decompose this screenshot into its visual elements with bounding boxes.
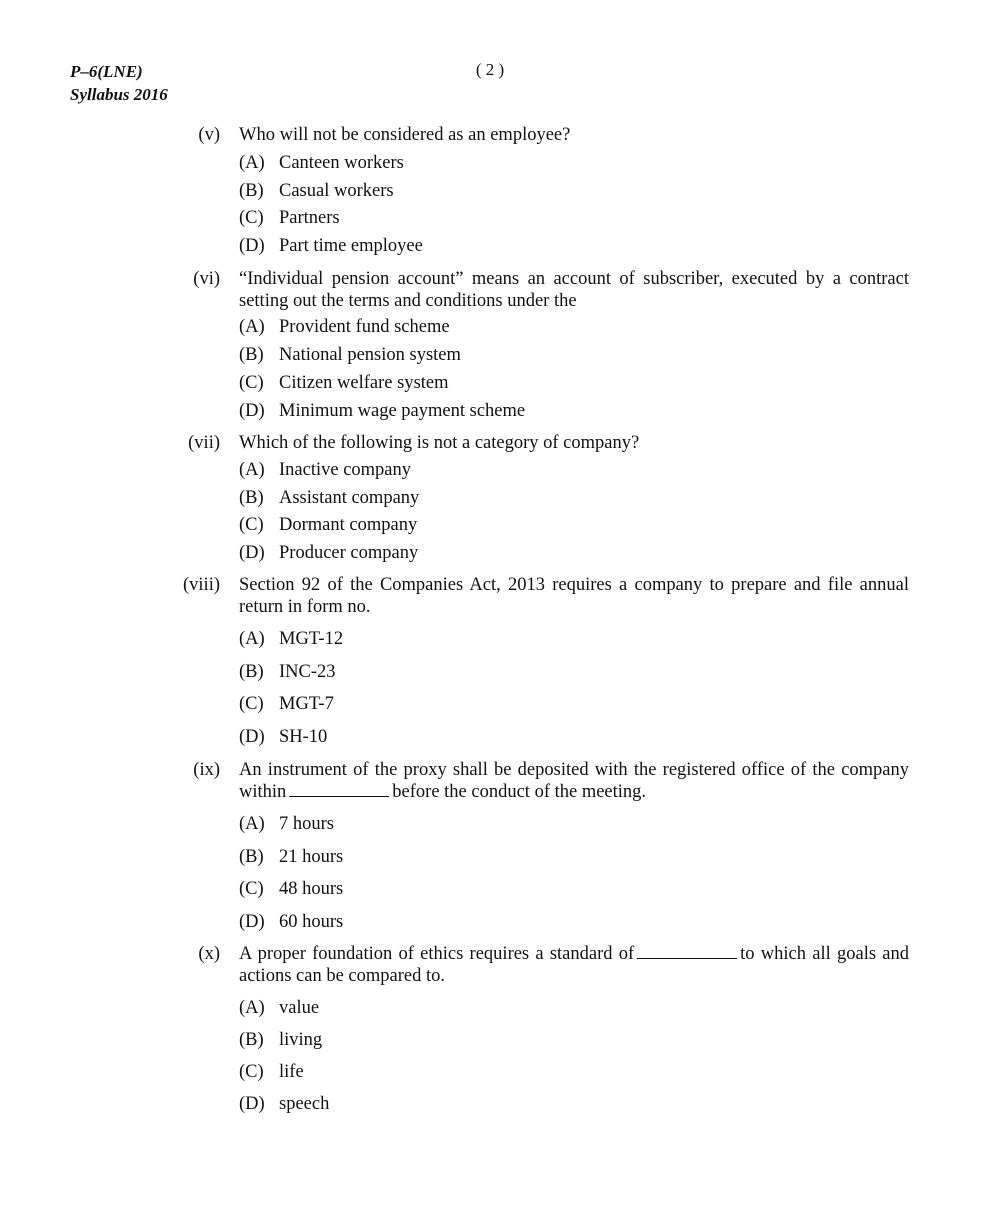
question-text-line1: An instrument of the proxy shall be deposited with the registered office of the (239, 760, 835, 780)
question-number: (x) (198, 944, 220, 964)
option-label: (C) (239, 1062, 264, 1082)
option-label: (D) (239, 727, 265, 747)
option-text: Producer company (279, 543, 419, 563)
option-label: (D) (239, 912, 265, 932)
option-label: (B) (239, 488, 264, 508)
option-c[interactable] (239, 514, 417, 536)
option-a[interactable] (239, 628, 343, 650)
option-b[interactable] (239, 846, 343, 868)
option-label: (A) (239, 153, 265, 173)
option-text: Casual workers (279, 181, 394, 201)
option-label: (D) (239, 236, 265, 256)
question-text (239, 759, 909, 803)
option-text: Provident fund scheme (279, 317, 450, 337)
option-text: speech (279, 1094, 330, 1114)
question-number: (viii) (183, 575, 220, 595)
option-text: living (279, 1030, 323, 1050)
option-d[interactable] (239, 542, 418, 564)
option-text: Dormant company (279, 515, 418, 535)
option-c[interactable] (239, 878, 343, 900)
option-d[interactable] (239, 235, 423, 257)
option-label: (C) (239, 694, 264, 714)
option-text: 7 hours (279, 814, 334, 834)
option-text: MGT-12 (279, 629, 344, 649)
question-text-before-blank: company within (239, 760, 910, 802)
option-text: Minimum wage payment scheme (279, 401, 526, 421)
syllabus-label: Syllabus 2016 (70, 85, 168, 104)
option-label: (C) (239, 208, 264, 228)
option-text: 60 hours (279, 912, 344, 932)
option-a[interactable] (239, 316, 450, 338)
option-a[interactable] (239, 997, 319, 1019)
option-label: (B) (239, 662, 264, 682)
option-text: National pension system (279, 345, 461, 365)
option-c[interactable] (239, 207, 340, 229)
option-label: (B) (239, 181, 264, 201)
option-text: 21 hours (279, 847, 344, 867)
question-number: (vi) (193, 269, 220, 289)
paper-code: P–6(LNE) (70, 62, 143, 81)
option-label: (C) (239, 515, 264, 535)
option-b[interactable] (239, 487, 419, 509)
option-text: MGT-7 (279, 694, 334, 714)
option-text: Citizen welfare system (279, 373, 449, 393)
option-label: (C) (239, 879, 264, 899)
question-text-after-blank: before the conduct of the meeting. (392, 782, 647, 802)
question-text: Who will not be considered as an employee? (239, 125, 571, 145)
option-d[interactable] (239, 1093, 329, 1115)
option-a[interactable] (239, 459, 411, 481)
option-label: (A) (239, 814, 265, 834)
option-d[interactable] (239, 911, 343, 933)
question-text (239, 943, 909, 987)
option-text: 48 hours (279, 879, 344, 899)
option-text: Partners (279, 208, 340, 228)
fill-in-blank (289, 782, 389, 797)
question-number: (vii) (188, 433, 220, 453)
option-label: (A) (239, 317, 265, 337)
option-text: Part time employee (279, 236, 423, 256)
option-c[interactable] (239, 372, 449, 394)
option-b[interactable] (239, 344, 461, 366)
question-text-before-blank: A proper foundation of ethics requires a standard of (239, 944, 635, 964)
option-c[interactable] (239, 1061, 304, 1083)
option-a[interactable] (239, 813, 334, 835)
option-label: (D) (239, 1094, 265, 1114)
option-b[interactable] (239, 180, 394, 202)
option-label: (B) (239, 1030, 264, 1050)
question-text: “Individual pension account” means an account of subscriber, executed by a contract setting out the terms and conditions under the (239, 269, 909, 311)
page-number: ( 2 ) (475, 60, 505, 79)
option-label: (B) (239, 847, 264, 867)
option-text: Inactive company (279, 460, 412, 480)
option-text: Assistant company (279, 488, 420, 508)
option-a[interactable] (239, 152, 404, 174)
option-text: Canteen workers (279, 153, 404, 173)
question-number: (v) (198, 125, 220, 145)
option-text: INC-23 (279, 662, 336, 682)
option-text: value (279, 998, 320, 1018)
option-text: SH-10 (279, 727, 328, 747)
option-b[interactable] (239, 1029, 322, 1051)
option-label: (A) (239, 460, 265, 480)
option-d[interactable] (239, 400, 525, 422)
option-label: (A) (239, 629, 265, 649)
fill-in-blank (637, 944, 737, 959)
option-label: (C) (239, 373, 264, 393)
option-label: (D) (239, 543, 265, 563)
option-label: (A) (239, 998, 265, 1018)
option-c[interactable] (239, 693, 334, 715)
question-text: Which of the following is not a category of company? (239, 433, 640, 453)
option-label: (D) (239, 401, 265, 421)
option-text: life (279, 1062, 304, 1082)
question-text-after-blank: to which all goals and actions can be compared to. (239, 944, 909, 986)
option-label: (B) (239, 345, 264, 365)
option-b[interactable] (239, 661, 336, 683)
question-number: (ix) (193, 760, 220, 780)
question-text: Section 92 of the Companies Act, 2013 requires a company to prepare and file annual return in form no. (239, 575, 909, 617)
option-d[interactable] (239, 726, 327, 748)
